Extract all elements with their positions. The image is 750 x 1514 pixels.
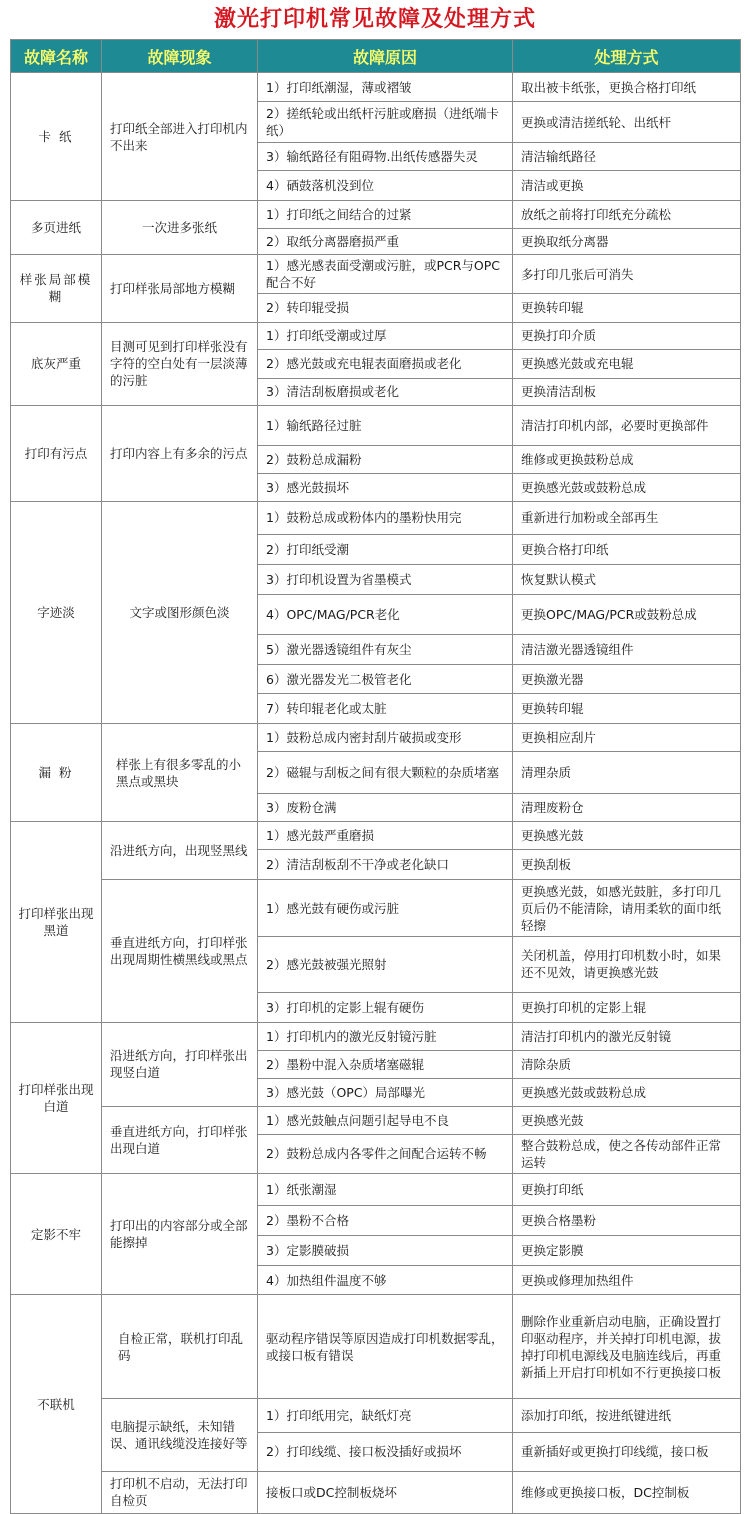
fault-cause: 2）打印线缆、接口板没插好或损坏	[258, 1433, 513, 1471]
fault-cause: 2）转印辊受损	[258, 294, 513, 322]
fault-phenomenon: 打印出的内容部分或全部能擦掉	[102, 1173, 258, 1294]
fault-solution: 更换转印辊	[513, 294, 741, 322]
fault-cause: 驱动程序错误等原因造成打印机数据零乱，或接口板有错误	[258, 1295, 513, 1399]
fault-cause: 1）感光感表面受潮或污脏，或PCR与OPC配合不好	[258, 255, 513, 294]
fault-cause: 1）打印纸用完，缺纸灯亮	[258, 1399, 513, 1433]
fault-solution: 更换相应刮片	[513, 724, 741, 752]
fault-name: 打印样张出现黑道	[11, 822, 102, 1022]
fault-cause: 1）打印纸受潮或过厚	[258, 322, 513, 349]
fault-solution: 整合鼓粉总成，使之各传动部件正常运转	[513, 1134, 741, 1173]
fault-cause: 3）废粉仓满	[258, 794, 513, 822]
fault-solution: 添加打印纸，按进纸键进纸	[513, 1399, 741, 1433]
fault-solution: 多打印几张后可消失	[513, 255, 741, 294]
fault-table	[10, 39, 741, 1514]
header-fault-name: 故障名称	[11, 40, 102, 73]
fault-phenomenon: 一次进多张纸	[102, 201, 258, 255]
fault-name: 打印有污点	[11, 405, 102, 501]
fault-name: 多页进纸	[11, 201, 102, 255]
fault-cause: 1）打印机内的激光反射镜污脏	[258, 1022, 513, 1050]
table-row	[11, 201, 741, 229]
fault-phenomenon: 沿进纸方向，打印样张出现竖白道	[102, 1022, 258, 1106]
fault-name: 漏 粉	[11, 724, 102, 822]
table-row	[11, 405, 741, 445]
fault-phenomenon: 目测可见到打印样张没有字符的空白处有一层淡薄的污脏	[102, 322, 258, 405]
fault-cause: 1）鼓粉总成内密封刮片破损或变形	[258, 724, 513, 752]
fault-solution: 取出被卡纸张，更换合格打印纸	[513, 73, 741, 102]
fault-cause: 5）激光器透镜组件有灰尘	[258, 635, 513, 665]
fault-cause: 2）墨粉中混入杂质堵塞磁辊	[258, 1050, 513, 1078]
fault-cause: 2）鼓粉总成漏粉	[258, 445, 513, 473]
fault-phenomenon: 样张上有很多零乱的小黑点或黑块	[102, 724, 258, 822]
fault-name: 样张局部模糊	[11, 255, 102, 322]
fault-solution: 清洁输纸路径	[513, 143, 741, 171]
table-row	[11, 1295, 741, 1399]
fault-cause: 3）感光鼓（OPC）局部曝光	[258, 1078, 513, 1106]
fault-phenomenon: 沿进纸方向，出现竖黑线	[102, 822, 258, 880]
fault-cause: 1）感光鼓触点问题引起导电不良	[258, 1106, 513, 1134]
fault-cause: 2）磁辊与刮板之间有很大颗粒的杂质堵塞	[258, 752, 513, 794]
fault-solution: 关闭机盖，停用打印机数小时，如果还不见效，请更换感光鼓	[513, 936, 741, 992]
fault-solution: 更换打印介质	[513, 322, 741, 349]
fault-solution: 更换转印辊	[513, 694, 741, 724]
table-row	[11, 255, 741, 294]
fault-cause: 3）定影膜破损	[258, 1236, 513, 1266]
fault-solution: 更换感光鼓，如感光鼓脏，多打印几页后仍不能清除，请用柔软的面巾纸轻擦	[513, 880, 741, 936]
fault-cause: 1）感光鼓严重磨损	[258, 822, 513, 850]
fault-solution: 删除作业重新启动电脑，正确设置打印驱动程序，并关掉打印机电源，拔掉打印机电源线及电脑连线后，再重新插上开启打印机如不行更换接口板	[513, 1295, 741, 1399]
fault-solution: 更换取纸分离器	[513, 229, 741, 255]
fault-cause: 6）激光器发光二极管老化	[258, 665, 513, 694]
fault-solution: 恢复默认模式	[513, 564, 741, 594]
fault-solution: 维修或更换接口板，DC控制板	[513, 1471, 741, 1513]
fault-phenomenon: 打印样张局部地方模糊	[102, 255, 258, 322]
fault-solution: 更换激光器	[513, 665, 741, 694]
fault-solution: 更换感光鼓	[513, 822, 741, 850]
fault-cause: 2）感光鼓或充电辊表面磨损或老化	[258, 349, 513, 378]
fault-phenomenon: 垂直进纸方向，打印样张出现周期性横黑线或黑点	[102, 880, 258, 1022]
fault-solution: 清洁或更换	[513, 171, 741, 201]
fault-solution: 重新进行加粉或全部再生	[513, 501, 741, 534]
fault-solution: 清洁激光器透镜组件	[513, 635, 741, 665]
fault-solution: 更换或修理加热组件	[513, 1266, 741, 1295]
fault-cause: 1）纸张潮湿	[258, 1173, 513, 1205]
table-row	[11, 73, 741, 102]
fault-solution: 清洁打印机内的激光反射镜	[513, 1022, 741, 1050]
fault-solution: 清理杂质	[513, 752, 741, 794]
header-solution: 处理方式	[513, 40, 741, 73]
fault-cause: 1）鼓粉总成或粉体内的墨粉快用完	[258, 501, 513, 534]
fault-solution: 更换清洁刮板	[513, 378, 741, 405]
fault-solution: 清洁打印机内部，必要时更换部件	[513, 405, 741, 445]
fault-cause: 3）打印机的定影上辊有硬伤	[258, 992, 513, 1022]
fault-solution: 维修或更换鼓粉总成	[513, 445, 741, 473]
fault-cause: 2）鼓粉总成内各零件之间配合运转不畅	[258, 1134, 513, 1173]
table-row	[11, 1106, 741, 1134]
fault-solution: 清除杂质	[513, 1050, 741, 1078]
fault-cause: 4）OPC/MAG/PCR老化	[258, 594, 513, 634]
fault-phenomenon: 垂直进纸方向，打印样张出现白道	[102, 1106, 258, 1173]
fault-name: 不联机	[11, 1295, 102, 1514]
fault-solution: 更换刮板	[513, 850, 741, 880]
page-title: 激光打印机常见故障及处理方式	[213, 6, 536, 32]
fault-cause: 2）取纸分离器磨损严重	[258, 229, 513, 255]
table-row	[11, 1471, 741, 1513]
header-cause: 故障原因	[258, 40, 513, 73]
fault-solution: 更换感光鼓	[513, 1106, 741, 1134]
header-phenomenon: 故障现象	[102, 40, 258, 73]
fault-cause: 1）感光鼓有硬伤或污脏	[258, 880, 513, 936]
table-row	[11, 1173, 741, 1205]
fault-solution: 更换合格打印纸	[513, 534, 741, 564]
fault-cause: 接板口或DC控制板烧坏	[258, 1471, 513, 1513]
table-row	[11, 822, 741, 850]
fault-solution: 更换合格墨粉	[513, 1206, 741, 1236]
fault-name: 打印样张出现白道	[11, 1022, 102, 1173]
fault-phenomenon: 电脑提示缺纸，未知错误、通讯线缆没连接好等	[102, 1399, 258, 1471]
fault-name: 卡 纸	[11, 73, 102, 201]
fault-solution: 更换感光鼓或鼓粉总成	[513, 1078, 741, 1106]
fault-solution: 更换感光鼓或充电辊	[513, 349, 741, 378]
table-row	[11, 724, 741, 752]
fault-solution: 更换打印纸	[513, 1173, 741, 1205]
fault-solution: 重新插好或更换打印线缆，接口板	[513, 1433, 741, 1471]
fault-name: 定影不牢	[11, 1173, 102, 1294]
fault-cause: 4）加热组件温度不够	[258, 1266, 513, 1295]
fault-phenomenon: 打印纸全部进入打印机内不出来	[102, 73, 258, 201]
fault-cause: 4）硒鼓落机没到位	[258, 171, 513, 201]
fault-solution: 更换定影膜	[513, 1236, 741, 1266]
fault-solution: 清理废粉仓	[513, 794, 741, 822]
fault-solution: 更换或清洁搓纸轮、出纸杆	[513, 102, 741, 143]
fault-cause: 2）搓纸轮或出纸杆污脏或磨损（进纸端卡纸）	[258, 102, 513, 143]
fault-cause: 1）打印纸潮湿，薄或褶皱	[258, 73, 513, 102]
fault-cause: 3）打印机设置为省墨模式	[258, 564, 513, 594]
table-row	[11, 1022, 741, 1050]
fault-solution: 更换OPC/MAG/PCR或鼓粉总成	[513, 594, 741, 634]
fault-cause: 1）输纸路径过脏	[258, 405, 513, 445]
fault-cause: 3）清洁刮板磨损或老化	[258, 378, 513, 405]
fault-phenomenon: 自检正常，联机打印乱码	[102, 1295, 258, 1399]
table-row	[11, 322, 741, 349]
fault-cause: 1）打印纸之间结合的过紧	[258, 201, 513, 229]
fault-cause: 3）输纸路径有阻碍物.出纸传感器失灵	[258, 143, 513, 171]
fault-phenomenon: 文字或图形颜色淡	[102, 501, 258, 723]
fault-solution: 更换感光鼓或鼓粉总成	[513, 473, 741, 501]
fault-phenomenon: 打印机不启动，无法打印自检页	[102, 1471, 258, 1513]
table-row	[11, 1399, 741, 1433]
table-row	[11, 501, 741, 534]
fault-phenomenon: 打印内容上有多余的污点	[102, 405, 258, 501]
fault-cause: 7）转印辊老化或太脏	[258, 694, 513, 724]
fault-cause: 2）清洁刮板刮不干净或老化缺口	[258, 850, 513, 880]
fault-cause: 3）感光鼓损坏	[258, 473, 513, 501]
fault-solution: 更换打印机的定影上辊	[513, 992, 741, 1022]
fault-solution: 放纸之前将打印纸充分疏松	[513, 201, 741, 229]
fault-cause: 2）墨粉不合格	[258, 1206, 513, 1236]
fault-name: 字迹淡	[11, 501, 102, 723]
fault-cause: 2）打印纸受潮	[258, 534, 513, 564]
table-row	[11, 880, 741, 936]
table-header-row	[11, 40, 741, 73]
fault-cause: 2）感光鼓被强光照射	[258, 936, 513, 992]
fault-name: 底灰严重	[11, 322, 102, 405]
